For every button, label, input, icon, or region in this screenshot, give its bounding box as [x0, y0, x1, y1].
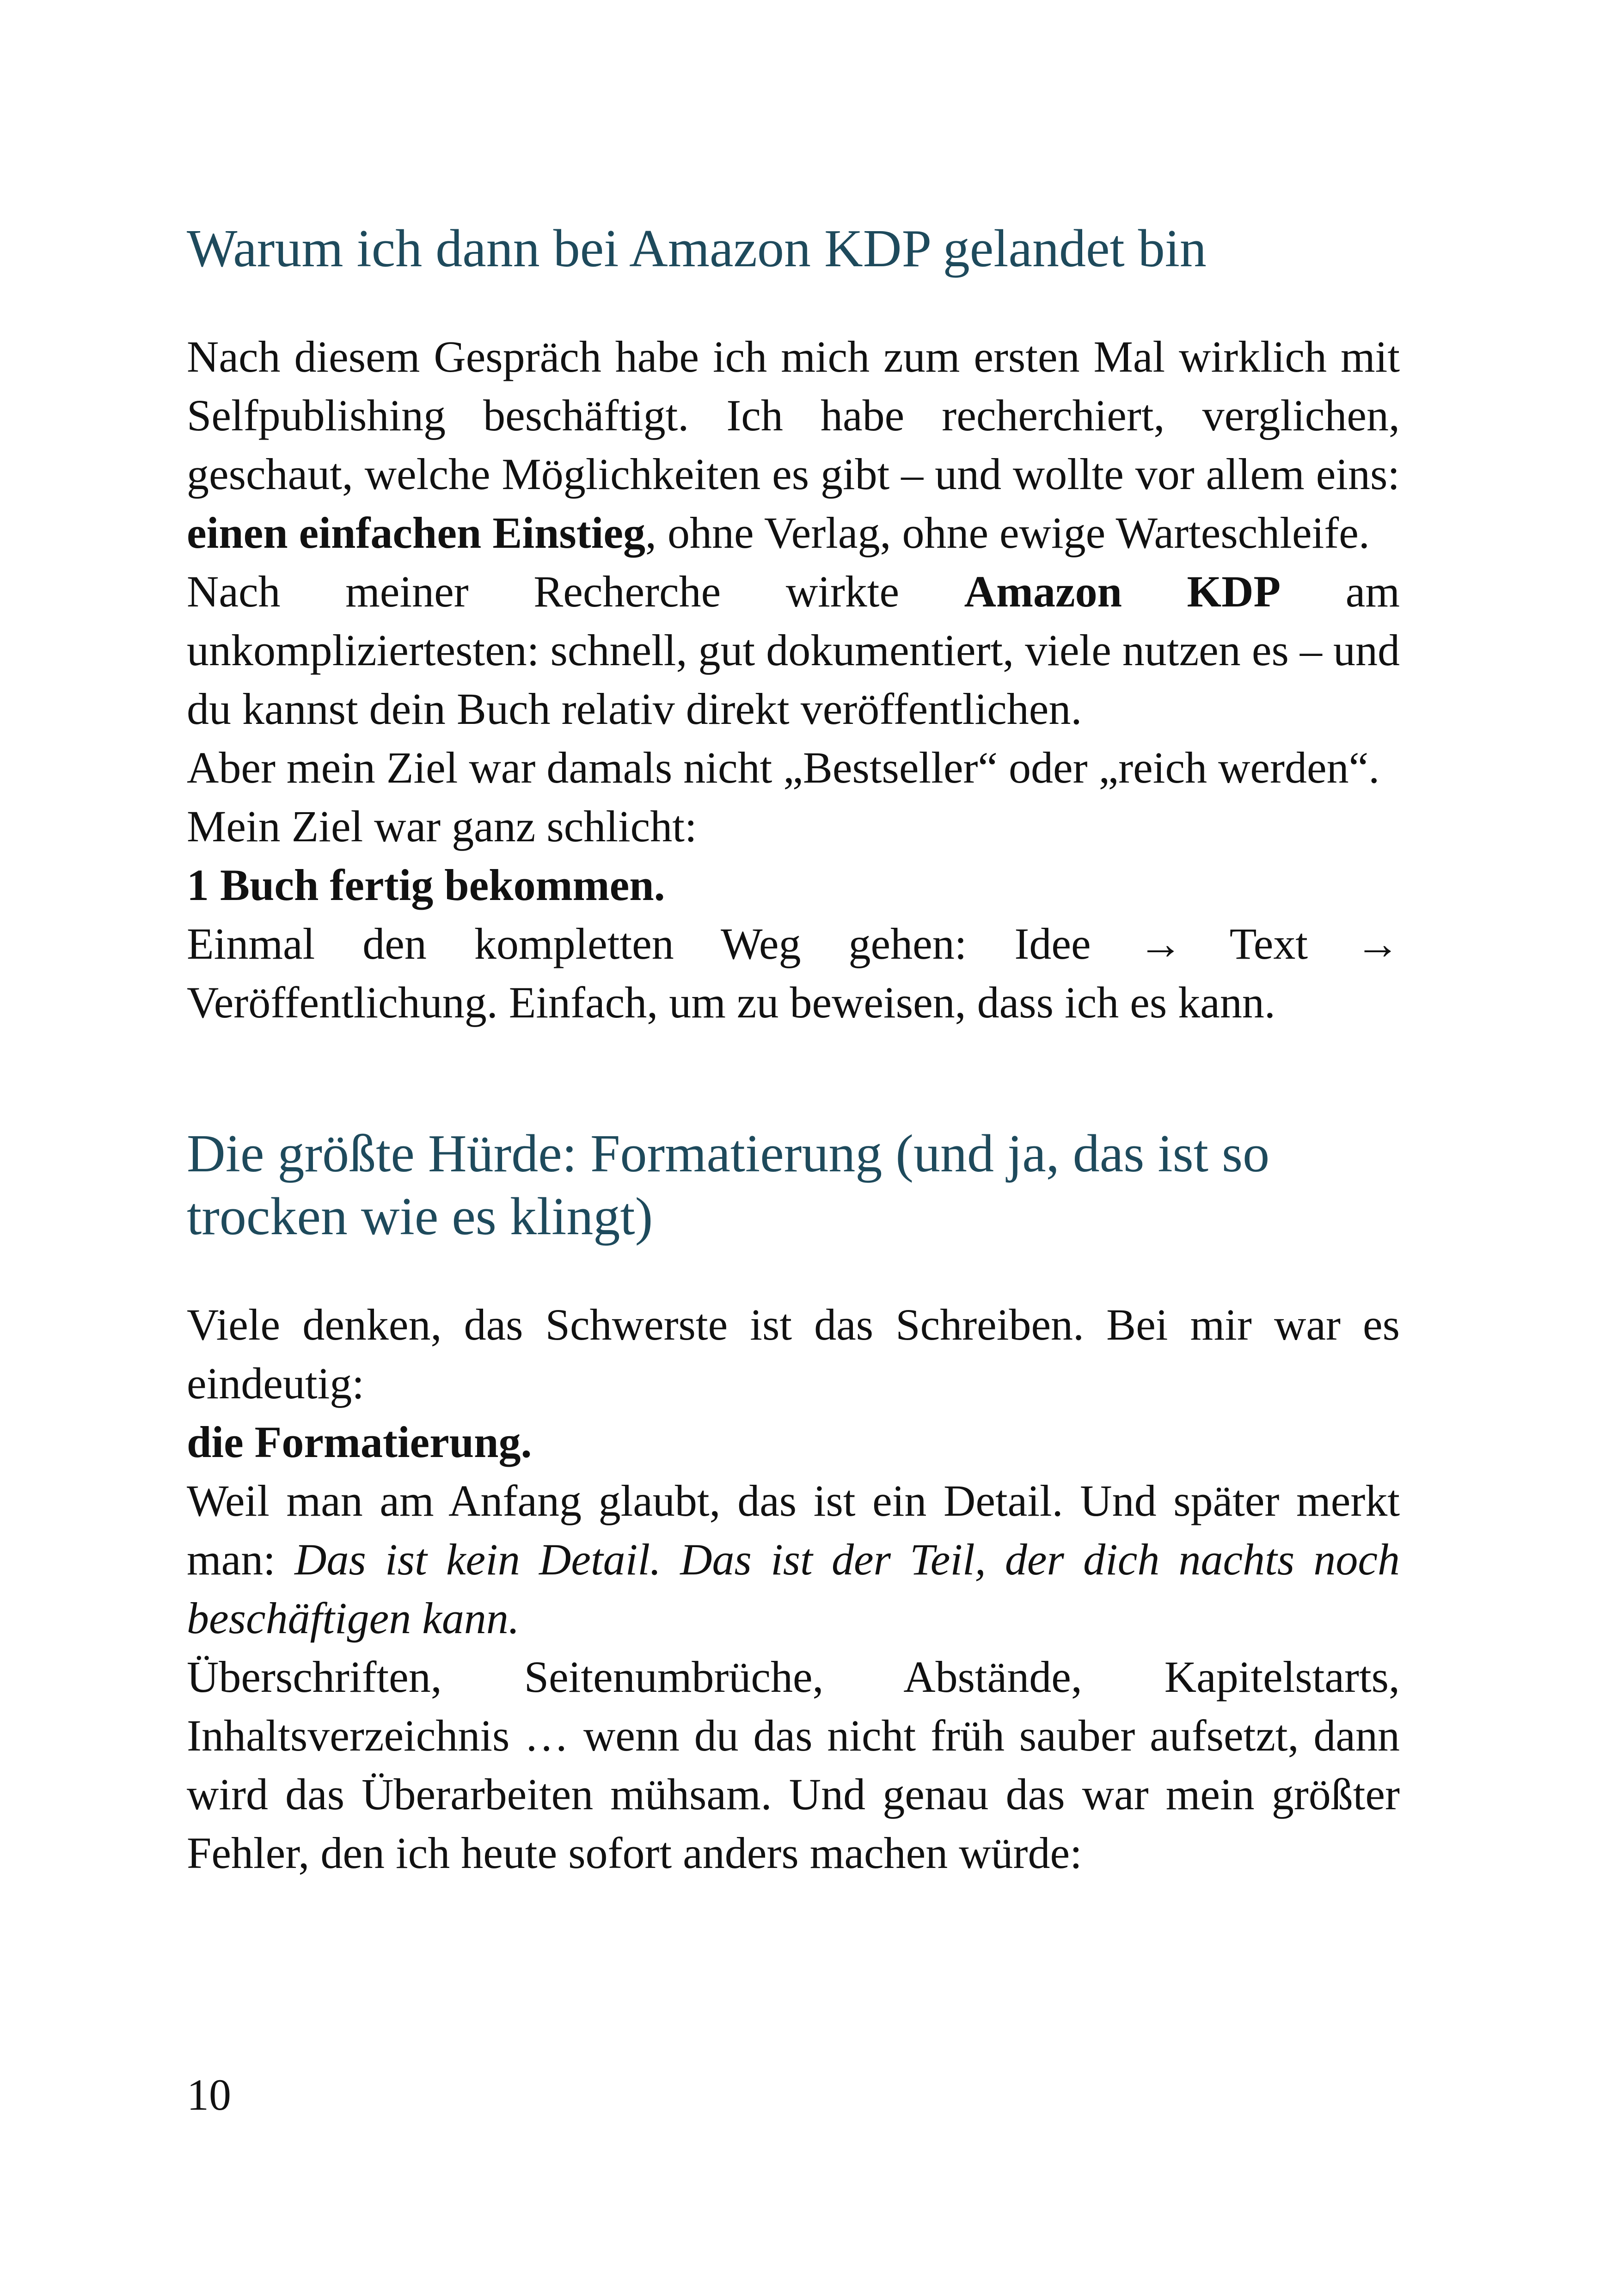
paragraph-detail	[187, 1471, 1400, 1647]
paragraph-selfpublishing	[187, 327, 1400, 562]
italic-text-detail: Das ist kein Detail. Das ist der Teil, der dich nachts noch beschäftigen kann.	[187, 1535, 1400, 1643]
paragraph-ziel-damals: Aber mein Ziel war damals nicht „Bestseller“ oder „reich werden“.	[187, 743, 1380, 792]
page-number: 10	[187, 2070, 231, 2119]
paragraph-formatierung	[187, 1413, 1400, 1471]
paragraph-ueberschriften: Überschriften, Seitenumbrüche, Abstände, Kapitelstarts, Inhaltsverzeichnis … wenn du das nicht früh sauber aufsetzt, dann wird das Überarbeiten mühsam. Und genau das war mein größter Fehler, den ich heute sofort anders machen würde:	[187, 1652, 1400, 1878]
paragraph-ziel-schlicht: Mein Ziel war ganz schlicht:	[187, 802, 697, 851]
bold-text-formatierung: die Formatierung.	[187, 1417, 532, 1467]
text-run: , ohne Verlag, ohne ewige Warteschleife.	[645, 508, 1370, 557]
text-run: Weil man am Anfang glaubt, das ist ein Detail. Und später merkt man:	[187, 1476, 1400, 1584]
bold-text-einstieg: einen einfachen Einstieg	[187, 508, 646, 557]
paragraph-buch-fertig	[187, 856, 1400, 914]
section-heading-formatierung: Die größte Hürde: Formatierung (und ja, das ist so trocken wie es klingt)	[187, 1124, 1270, 1246]
paragraph-schwerste: Viele denken, das Schwerste ist das Schreiben. Bei mir war es eindeutig:	[187, 1300, 1400, 1408]
text-run: Nach meiner Recherche wirkte	[187, 567, 964, 616]
text-run: am unkompliziertesten: schnell, gut dokumentiert, viele nutzen es – und du kannst dein Buch relativ direkt veröffentlichen.	[187, 567, 1400, 734]
bold-text-amazon-kdp: Amazon KDP	[964, 567, 1281, 616]
text-run: Nach diesem Gespräch habe ich mich zum ersten Mal wirklich mit Selfpublishing beschäftigt. Ich habe recherchiert, verglichen, geschaut, welche Möglichkeiten es gibt – und wollte vor allem eins:	[187, 332, 1400, 499]
page-content	[187, 217, 1400, 1882]
bold-text-buch-fertig: 1 Buch fertig bekommen.	[187, 860, 665, 910]
paragraph-weg-gehen: Einmal den kompletten Weg gehen: Idee → Text → Veröffentlichung. Einfach, um zu beweisen, dass ich es kann.	[187, 919, 1400, 1027]
paragraph-recherche	[187, 562, 1400, 738]
section-heading-kdp: Warum ich dann bei Amazon KDP gelandet bin	[187, 219, 1207, 278]
